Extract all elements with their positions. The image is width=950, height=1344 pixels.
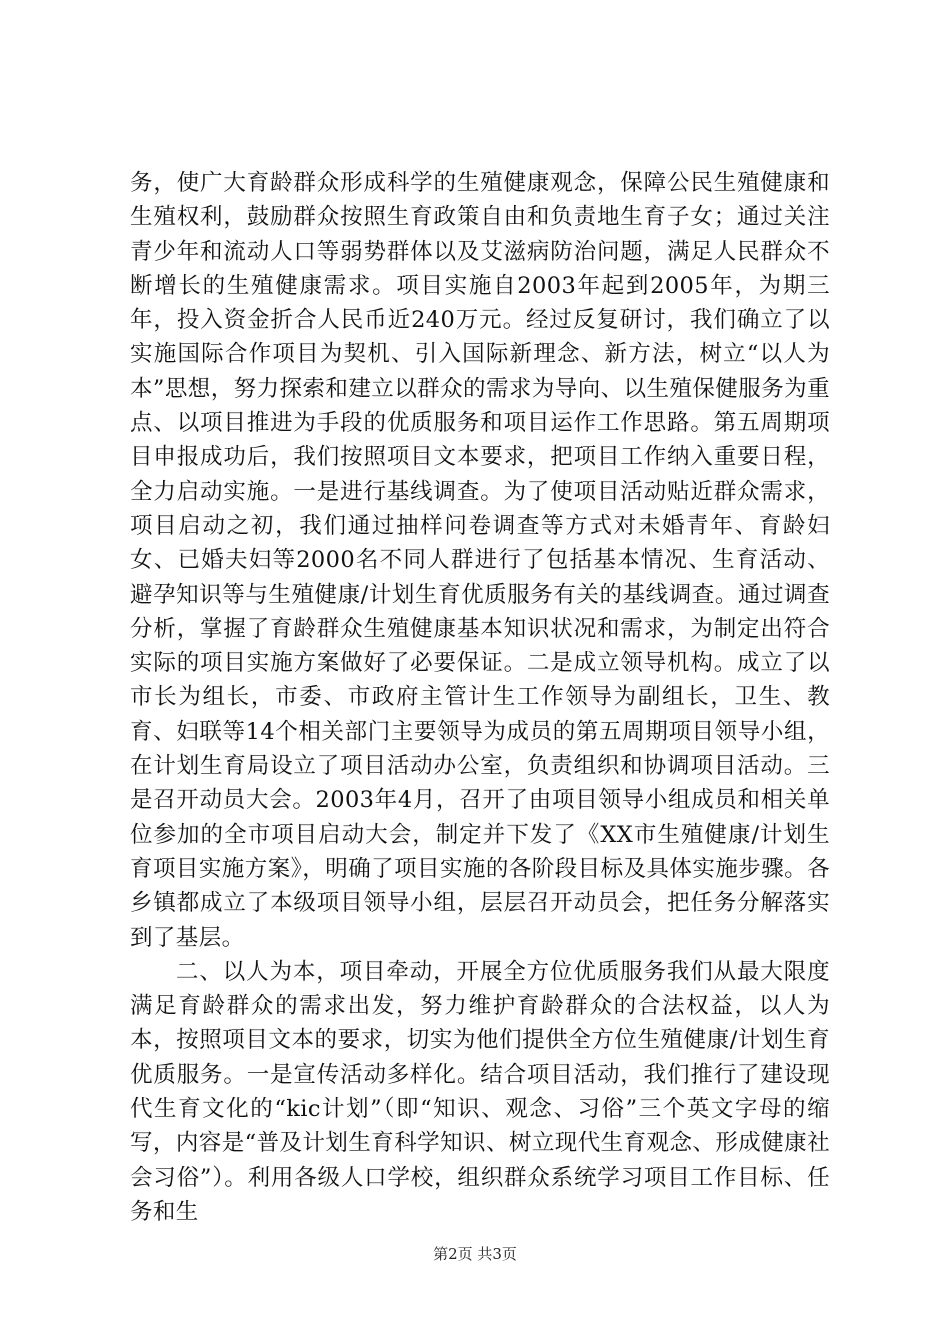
paragraph-1: 务，使广大育龄群众形成科学的生殖健康观念，保障公民生殖健康和生殖权利，鼓励群众按照生育政策自由和负责地生育子女；通过关注青少年和流动人口等弱势群体以及艾滋病防治问题，满足人民群众不断增长的生殖健康需求。项目实施自2003年起到2005年，为期三年，投入资金折合人民币近240万元。经过反复研讨，我们确立了以实施国际合作项目为契机、引入国际新理念、新方法，树立“以人为本”思想，努力探索和建立以群众的需求为导向、以生殖保健服务为重点、以项目推进为手段的优质服务和项目运作工作思路。第五周期项目申报成功后，我们按照项目文本要求，把项目工作纳入重要日程，全力启动实施。一是进行基线调查。为了使项目活动贴近群众需求，项目启动之初，我们通过抽样问卷调查等方式对未婚青年、育龄妇女、已婚夫妇等2000名不同人群进行了包括基本情况、生育活动、避孕知识等与生殖健康/计划生育优质服务有关的基线调查。通过调查分析，掌握了育龄群众生殖健康基本知识状况和需求，为制定出符合实际的项目实施方案做好了必要保证。二是成立领导机构。成立了以市长为组长，市委、市政府主管计生工作领导为副组长，卫生、教育、妇联等14个相关部门主要领导为成员的第五周期项目领导小组，在计划生育局设立了项目活动办公室，负责组织和协调项目活动。三是召开动员大会。2003年4月，召开了由项目领导小组成员和相关单位参加的全市项目启动大会，制定并下发了《XX市生殖健康/计划生育项目实施方案》，明确了项目实施的各阶段目标及具体实施步骤。各乡镇都成立了本级项目领导小组，层层召开动员会，把任务分解落实到了基层。 [130,170,830,951]
document-body [130,166,830,1229]
page-footer: 第2页 共3页 [433,1245,517,1263]
paragraph-2: 二、以人为本，项目牵动，开展全方位优质服务我们从最大限度满足育龄群众的需求出发，努力维护育龄群众的合法权益，以人为本，按照项目文本的要求，切实为他们提供全方位生殖健康/计划生育优质服务。一是宣传活动多样化。结合项目活动，我们推行了建设现代生育文化的“kic计划”（即“知识、观念、习俗”三个英文字母的缩写，内容是“普及计划生育科学知识、树立现代生育观念、形成健康社会习俗”）。利用各级人口学校，组织群众系统学习项目工作目标、任务和生 [130,958,830,1225]
